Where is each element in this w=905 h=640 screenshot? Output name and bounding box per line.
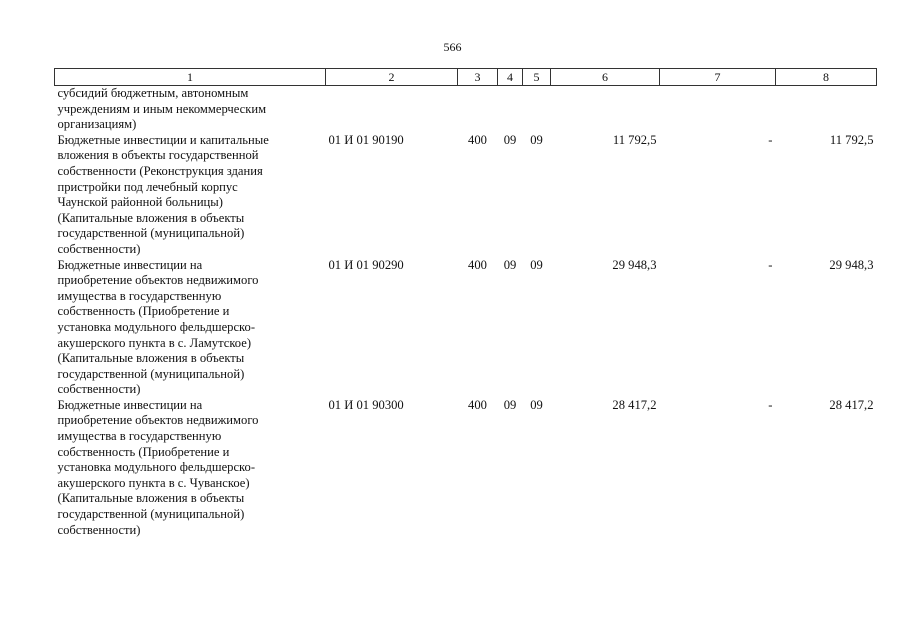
table-row — [55, 133, 877, 258]
description-line: установка модульного фельдшерско- — [57, 460, 256, 475]
row-amount-8: 11 792,5 — [829, 132, 874, 147]
continuation-line: учреждениям и иным некоммерческим — [57, 101, 267, 116]
budget-table — [54, 68, 877, 538]
row-col-5: 09 — [530, 132, 543, 147]
row-amount-7: - — [768, 132, 773, 147]
row-amount-6: 11 792,5 — [612, 132, 657, 147]
header-col-8: 8 — [776, 69, 877, 86]
header-col-6: 6 — [551, 69, 660, 86]
description-line: акушерского пункта в с. Ламутское) — [57, 335, 252, 350]
header-col-2: 2 — [326, 69, 458, 86]
description-line: собственности) — [57, 241, 141, 256]
description-line: (Капитальные вложения в объекты — [57, 491, 245, 506]
table-row — [55, 398, 877, 538]
description-line: Чаунской районной больницы) — [57, 195, 223, 210]
header-col-4: 4 — [498, 69, 523, 86]
description-line: (Капитальные вложения в объекты — [57, 351, 245, 366]
row-col-3: 400 — [468, 132, 487, 147]
continuation-line: организациям) — [57, 117, 137, 132]
row-amount-7: - — [768, 397, 773, 412]
description-line: (Капитальные вложения в объекты — [57, 210, 245, 225]
row-amount-8: 29 948,3 — [829, 257, 874, 272]
row-code: 01 И 01 90190 — [328, 132, 404, 147]
row-amount-6: 28 417,2 — [612, 397, 657, 412]
description-line: государственной (муниципальной) — [57, 507, 245, 522]
row-code: 01 И 01 90300 — [328, 397, 404, 412]
description-line: Бюджетные инвестиции и капитальные — [57, 132, 269, 147]
description-line: Бюджетные инвестиции на — [57, 397, 203, 412]
description-line: имущества в государственную — [57, 429, 222, 444]
description-line: пристройки под лечебный корпус — [57, 179, 238, 194]
row-description — [55, 398, 326, 538]
description-line: вложения в объекты государственной — [57, 148, 259, 163]
table-row — [55, 258, 877, 398]
row-amount-6: 29 948,3 — [612, 257, 657, 272]
row-col-3: 400 — [468, 397, 487, 412]
continuation-text — [55, 86, 326, 133]
header-col-3: 3 — [458, 69, 498, 86]
continuation-line: субсидий бюджетным, автономным — [57, 86, 249, 100]
description-line: приобретение объектов недвижимого — [57, 413, 259, 428]
description-line: собственности (Реконструкция здания — [57, 163, 263, 178]
header-row — [55, 69, 877, 86]
row-col-4: 09 — [503, 397, 517, 412]
description-line: собственность (Приобретение и — [57, 444, 230, 459]
description-line: имущества в государственную — [57, 288, 222, 303]
row-col-4: 09 — [503, 257, 517, 272]
row-col-5: 09 — [530, 397, 543, 412]
header-col-5: 5 — [523, 69, 551, 86]
header-col-7: 7 — [660, 69, 776, 86]
description-line: акушерского пункта в с. Чуванское) — [57, 475, 250, 490]
description-line: Бюджетные инвестиции на — [57, 257, 203, 272]
header-col-1: 1 — [55, 69, 326, 86]
continuation-row — [55, 86, 877, 133]
description-line: собственности) — [57, 382, 141, 397]
row-col-5: 09 — [530, 257, 543, 272]
row-description — [55, 133, 326, 258]
page-number: 566 — [443, 40, 462, 54]
description-line: собственности) — [57, 522, 141, 537]
description-line: государственной (муниципальной) — [57, 226, 245, 241]
row-col-4: 09 — [503, 132, 517, 147]
row-description — [55, 258, 326, 398]
row-code: 01 И 01 90290 — [328, 257, 404, 272]
description-line: приобретение объектов недвижимого — [57, 273, 259, 288]
description-line: государственной (муниципальной) — [57, 366, 245, 381]
table-body — [55, 86, 877, 539]
description-line: установка модульного фельдшерско- — [57, 319, 256, 334]
row-amount-8: 28 417,2 — [829, 397, 874, 412]
row-amount-7: - — [768, 257, 773, 272]
description-line: собственность (Приобретение и — [57, 304, 230, 319]
row-col-3: 400 — [468, 257, 487, 272]
table-header — [55, 69, 877, 86]
